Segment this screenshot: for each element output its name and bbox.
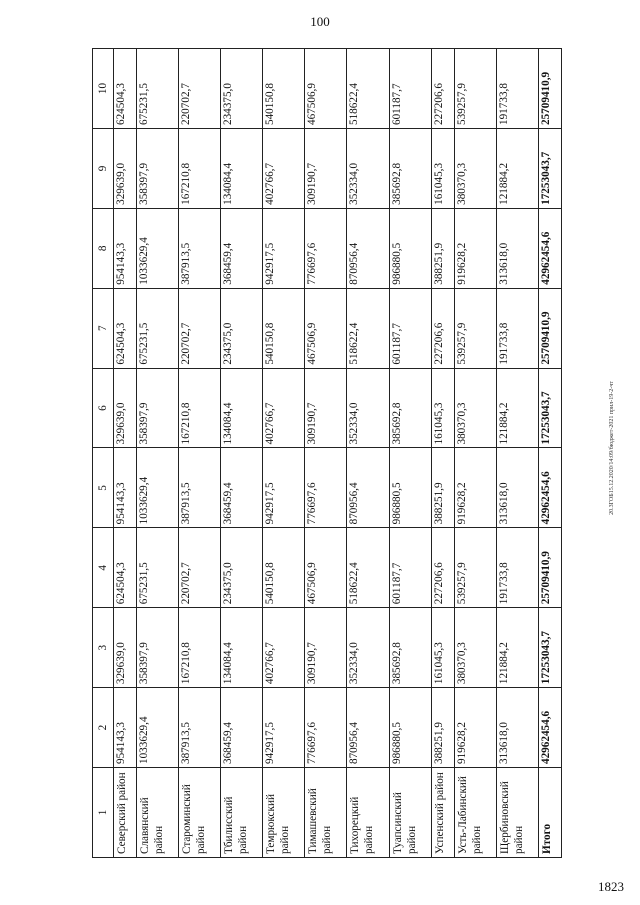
table-cell: 358397,9 bbox=[137, 608, 179, 688]
table-cell: 986880,5 bbox=[389, 448, 431, 528]
table-cell: 134084,4 bbox=[221, 368, 263, 448]
table-cell: 368459,4 bbox=[221, 688, 263, 768]
budget-table bbox=[92, 48, 562, 858]
table-row bbox=[431, 49, 454, 858]
table-cell: 42962454,6 bbox=[538, 208, 561, 288]
table-cell: 870956,4 bbox=[347, 448, 389, 528]
table-cell: 385692,8 bbox=[389, 608, 431, 688]
table-cell: 675231,5 bbox=[137, 528, 179, 608]
table-cell: 942917,5 bbox=[263, 688, 305, 768]
table-row bbox=[221, 49, 263, 858]
table-cell: 309190,7 bbox=[305, 129, 347, 209]
table-cell: 919628,2 bbox=[454, 448, 496, 528]
table-cell: 329639,0 bbox=[114, 368, 137, 448]
table-cell: 309190,7 bbox=[305, 608, 347, 688]
table-cell: 191733,8 bbox=[496, 288, 538, 368]
table-cell: 387913,5 bbox=[179, 688, 221, 768]
column-header: 2 bbox=[93, 688, 114, 768]
table-cell: 1033629,4 bbox=[137, 688, 179, 768]
table-container bbox=[92, 48, 562, 858]
table-cell: 352334,0 bbox=[347, 368, 389, 448]
district-name: Усть-Лабинский район bbox=[454, 768, 496, 858]
table-cell: 986880,5 bbox=[389, 688, 431, 768]
table-cell: 385692,8 bbox=[389, 368, 431, 448]
table-cell: 624504,3 bbox=[114, 49, 137, 129]
table-cell: 380370,3 bbox=[454, 608, 496, 688]
table-cell: 954143,3 bbox=[114, 688, 137, 768]
table-row bbox=[263, 49, 305, 858]
table-cell: 191733,8 bbox=[496, 528, 538, 608]
district-name: Туапсинский район bbox=[389, 768, 431, 858]
table-cell: 121884,2 bbox=[496, 368, 538, 448]
table-cell: 167210,8 bbox=[179, 608, 221, 688]
table-cell: 25709410,9 bbox=[538, 49, 561, 129]
table-cell: 870956,4 bbox=[347, 208, 389, 288]
table-cell: 986880,5 bbox=[389, 208, 431, 288]
table-cell: 227206,6 bbox=[431, 528, 454, 608]
table-cell: 385692,8 bbox=[389, 129, 431, 209]
table-cell: 919628,2 bbox=[454, 208, 496, 288]
column-header: 10 bbox=[93, 49, 114, 129]
table-cell: 919628,2 bbox=[454, 688, 496, 768]
district-name: Северский район bbox=[114, 768, 137, 858]
table-cell: 540150,8 bbox=[263, 528, 305, 608]
table-cell: 518622,4 bbox=[347, 528, 389, 608]
table-cell: 220702,7 bbox=[179, 528, 221, 608]
table-cell: 358397,9 bbox=[137, 129, 179, 209]
table-cell: 227206,6 bbox=[431, 49, 454, 129]
table-cell: 121884,2 bbox=[496, 608, 538, 688]
table-cell: 540150,8 bbox=[263, 49, 305, 129]
district-name: Тимашевский район bbox=[305, 768, 347, 858]
table-cell: 368459,4 bbox=[221, 208, 263, 288]
table-cell: 954143,3 bbox=[114, 448, 137, 528]
district-name: Тбилисский район bbox=[221, 768, 263, 858]
table-cell: 402766,7 bbox=[263, 608, 305, 688]
column-header: 5 bbox=[93, 448, 114, 528]
table-cell: 402766,7 bbox=[263, 368, 305, 448]
table-cell: 309190,7 bbox=[305, 368, 347, 448]
table-cell: 388251,9 bbox=[431, 208, 454, 288]
table-cell: 1033629,4 bbox=[137, 448, 179, 528]
table-cell: 191733,8 bbox=[496, 49, 538, 129]
table-cell: 227206,6 bbox=[431, 288, 454, 368]
table-cell: 624504,3 bbox=[114, 528, 137, 608]
table-cell: 220702,7 bbox=[179, 49, 221, 129]
table-cell: 387913,5 bbox=[179, 448, 221, 528]
table-row bbox=[137, 49, 179, 858]
table-cell: 380370,3 bbox=[454, 129, 496, 209]
table-cell: 134084,4 bbox=[221, 129, 263, 209]
sheet-number: 1823 bbox=[598, 879, 624, 894]
table-row bbox=[179, 49, 221, 858]
table-cell: 220702,7 bbox=[179, 288, 221, 368]
district-name: Тихорецкий район bbox=[347, 768, 389, 858]
table-cell: 539257,9 bbox=[454, 288, 496, 368]
table-cell: 234375,0 bbox=[221, 49, 263, 129]
table-cell: 675231,5 bbox=[137, 49, 179, 129]
column-header: 4 bbox=[93, 528, 114, 608]
table-cell: 540150,8 bbox=[263, 288, 305, 368]
column-header: 6 bbox=[93, 368, 114, 448]
table-cell: 313618,0 bbox=[496, 448, 538, 528]
table-cell: 942917,5 bbox=[263, 448, 305, 528]
table-cell: 329639,0 bbox=[114, 608, 137, 688]
total-row bbox=[538, 49, 561, 858]
table-row bbox=[347, 49, 389, 858]
table-cell: 539257,9 bbox=[454, 528, 496, 608]
table-cell: 467506,9 bbox=[305, 49, 347, 129]
table-cell: 17253043,7 bbox=[538, 129, 561, 209]
column-header: 1 bbox=[93, 768, 114, 858]
table-cell: 313618,0 bbox=[496, 208, 538, 288]
table-cell: 121884,2 bbox=[496, 129, 538, 209]
table-cell: 161045,3 bbox=[431, 368, 454, 448]
district-name: Староминский район bbox=[179, 768, 221, 858]
table-cell: 954143,3 bbox=[114, 208, 137, 288]
table-cell: 870956,4 bbox=[347, 688, 389, 768]
table-cell: 380370,3 bbox=[454, 368, 496, 448]
table-cell: 167210,8 bbox=[179, 129, 221, 209]
table-cell: 161045,3 bbox=[431, 129, 454, 209]
table-cell: 388251,9 bbox=[431, 688, 454, 768]
table-cell: 776697,6 bbox=[305, 448, 347, 528]
district-name: Темрюкский район bbox=[263, 768, 305, 858]
table-cell: 1033629,4 bbox=[137, 208, 179, 288]
table-cell: 387913,5 bbox=[179, 208, 221, 288]
table-cell: 42962454,6 bbox=[538, 688, 561, 768]
table-cell: 518622,4 bbox=[347, 49, 389, 129]
table-cell: 467506,9 bbox=[305, 528, 347, 608]
table-cell: 42962454,6 bbox=[538, 448, 561, 528]
table-row bbox=[389, 49, 431, 858]
table-row bbox=[454, 49, 496, 858]
table-cell: 313618,0 bbox=[496, 688, 538, 768]
table-cell: 539257,9 bbox=[454, 49, 496, 129]
table-cell: 352334,0 bbox=[347, 608, 389, 688]
table-cell: 518622,4 bbox=[347, 288, 389, 368]
column-header: 9 bbox=[93, 129, 114, 209]
table-cell: 624504,3 bbox=[114, 288, 137, 368]
table-cell: 17253043,7 bbox=[538, 368, 561, 448]
table-cell: 601187,7 bbox=[389, 288, 431, 368]
table-cell: 352334,0 bbox=[347, 129, 389, 209]
column-header: 3 bbox=[93, 608, 114, 688]
district-name: Щербиновский район bbox=[496, 768, 538, 858]
table-cell: 368459,4 bbox=[221, 448, 263, 528]
table-row bbox=[496, 49, 538, 858]
table-cell: 234375,0 bbox=[221, 288, 263, 368]
table-cell: 17253043,7 bbox=[538, 608, 561, 688]
table-cell: 675231,5 bbox=[137, 288, 179, 368]
table-cell: 601187,7 bbox=[389, 49, 431, 129]
table-cell: 776697,6 bbox=[305, 688, 347, 768]
table-cell: 134084,4 bbox=[221, 608, 263, 688]
table-cell: 329639,0 bbox=[114, 129, 137, 209]
table-cell: 388251,9 bbox=[431, 448, 454, 528]
table-cell: 467506,9 bbox=[305, 288, 347, 368]
column-header: 7 bbox=[93, 288, 114, 368]
page-number: 100 bbox=[310, 14, 330, 29]
table-cell: 25709410,9 bbox=[538, 288, 561, 368]
table-cell: 776697,6 bbox=[305, 208, 347, 288]
table-cell: 942917,5 bbox=[263, 208, 305, 288]
table-row bbox=[114, 49, 137, 858]
table-cell: 402766,7 bbox=[263, 129, 305, 209]
table-cell: 161045,3 bbox=[431, 608, 454, 688]
table-cell: 25709410,9 bbox=[538, 528, 561, 608]
header-row bbox=[93, 49, 114, 858]
district-name: Успенский район bbox=[431, 768, 454, 858]
column-header: 8 bbox=[93, 208, 114, 288]
table-cell: 234375,0 bbox=[221, 528, 263, 608]
table-cell: 167210,8 bbox=[179, 368, 221, 448]
table-cell: 601187,7 bbox=[389, 528, 431, 608]
district-name: Итого bbox=[538, 768, 561, 858]
table-cell: 358397,9 bbox=[137, 368, 179, 448]
district-name: Славянский район bbox=[137, 768, 179, 858]
table-row bbox=[305, 49, 347, 858]
